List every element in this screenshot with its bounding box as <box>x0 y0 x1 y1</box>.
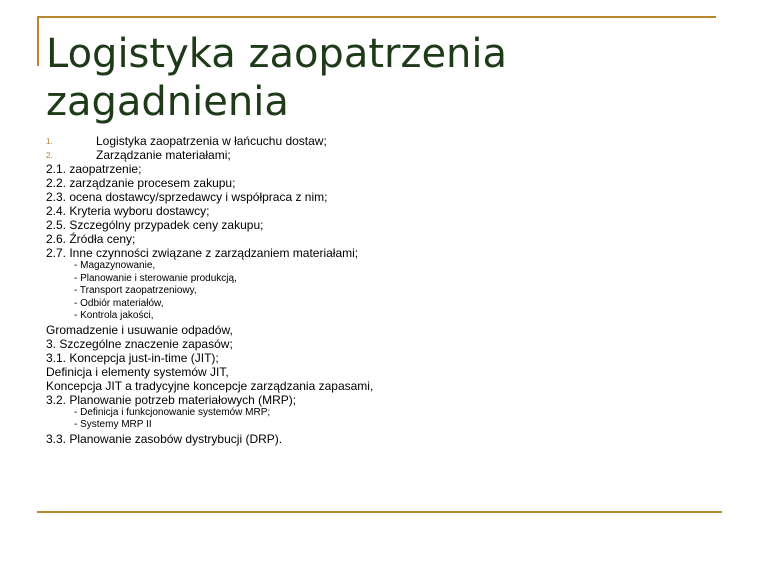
text-line: 2.5. Szczególny przypadek ceny zakupu; <box>46 218 264 232</box>
numbered-item <box>46 148 726 162</box>
sub-line: - Transport zaopatrzeniowy, <box>74 285 197 296</box>
left-rule <box>37 16 39 66</box>
title-line-1: Logistyka zaopatrzenia <box>46 31 508 77</box>
sub-line: - Kontrola jakości, <box>74 310 154 321</box>
slide-title <box>46 30 507 126</box>
text-line: 3.3. Planowanie zasobów dystrybucji (DRP). <box>46 431 283 446</box>
text-line: 2.2. zarządzanie procesem zakupu; <box>46 176 236 190</box>
sub-line: - Odbiór materiałów, <box>74 297 164 309</box>
text-line: Gromadzenie i usuwanie odpadów, <box>46 322 233 337</box>
content-body <box>46 134 726 446</box>
item-text: Logistyka zaopatrzenia w łańcuchu dostaw; <box>96 134 327 148</box>
text-line: 3. Szczególne znaczenie zapasów; <box>46 336 233 351</box>
text-line: 2.4. Kryteria wyboru dostawcy; <box>46 204 210 218</box>
numbered-item <box>46 134 726 148</box>
text-line: 3.2. Planowanie potrzeb materiałowych (MRP); <box>46 392 297 407</box>
sub-line: - Systemy MRP II <box>74 419 152 430</box>
top-rule <box>37 16 716 18</box>
sub-line: - Planowanie i sterowanie produkcją, <box>74 272 237 284</box>
item-number: 2. <box>46 151 53 160</box>
sub-line: - Definicja i funkcjonowanie systemów MRP; <box>74 406 271 418</box>
item-number: 1. <box>46 137 53 146</box>
text-line: 2.7. Inne czynności związane z zarządzaniem materiałami; <box>46 246 359 260</box>
text-line: 3.1. Koncepcja just-in-time (JIT); <box>46 350 219 365</box>
text-line: Definicja i elementy systemów JIT, <box>46 364 229 379</box>
sub-line: - Magazynowanie, <box>74 260 156 271</box>
text-line: 2.3. ocena dostawcy/sprzedawcy i współpraca z nim; <box>46 190 328 204</box>
text-line: Koncepcja JIT a tradycyjne koncepcje zarządzania zapasami, <box>46 378 374 393</box>
bottom-rule <box>37 511 722 513</box>
text-line: 2.6. Źródła ceny; <box>46 232 136 246</box>
text-line: 2.1. zaopatrzenie; <box>46 162 142 176</box>
title-line-2: zagadnienia <box>46 79 289 125</box>
item-text: Zarządzanie materiałami; <box>96 148 231 162</box>
